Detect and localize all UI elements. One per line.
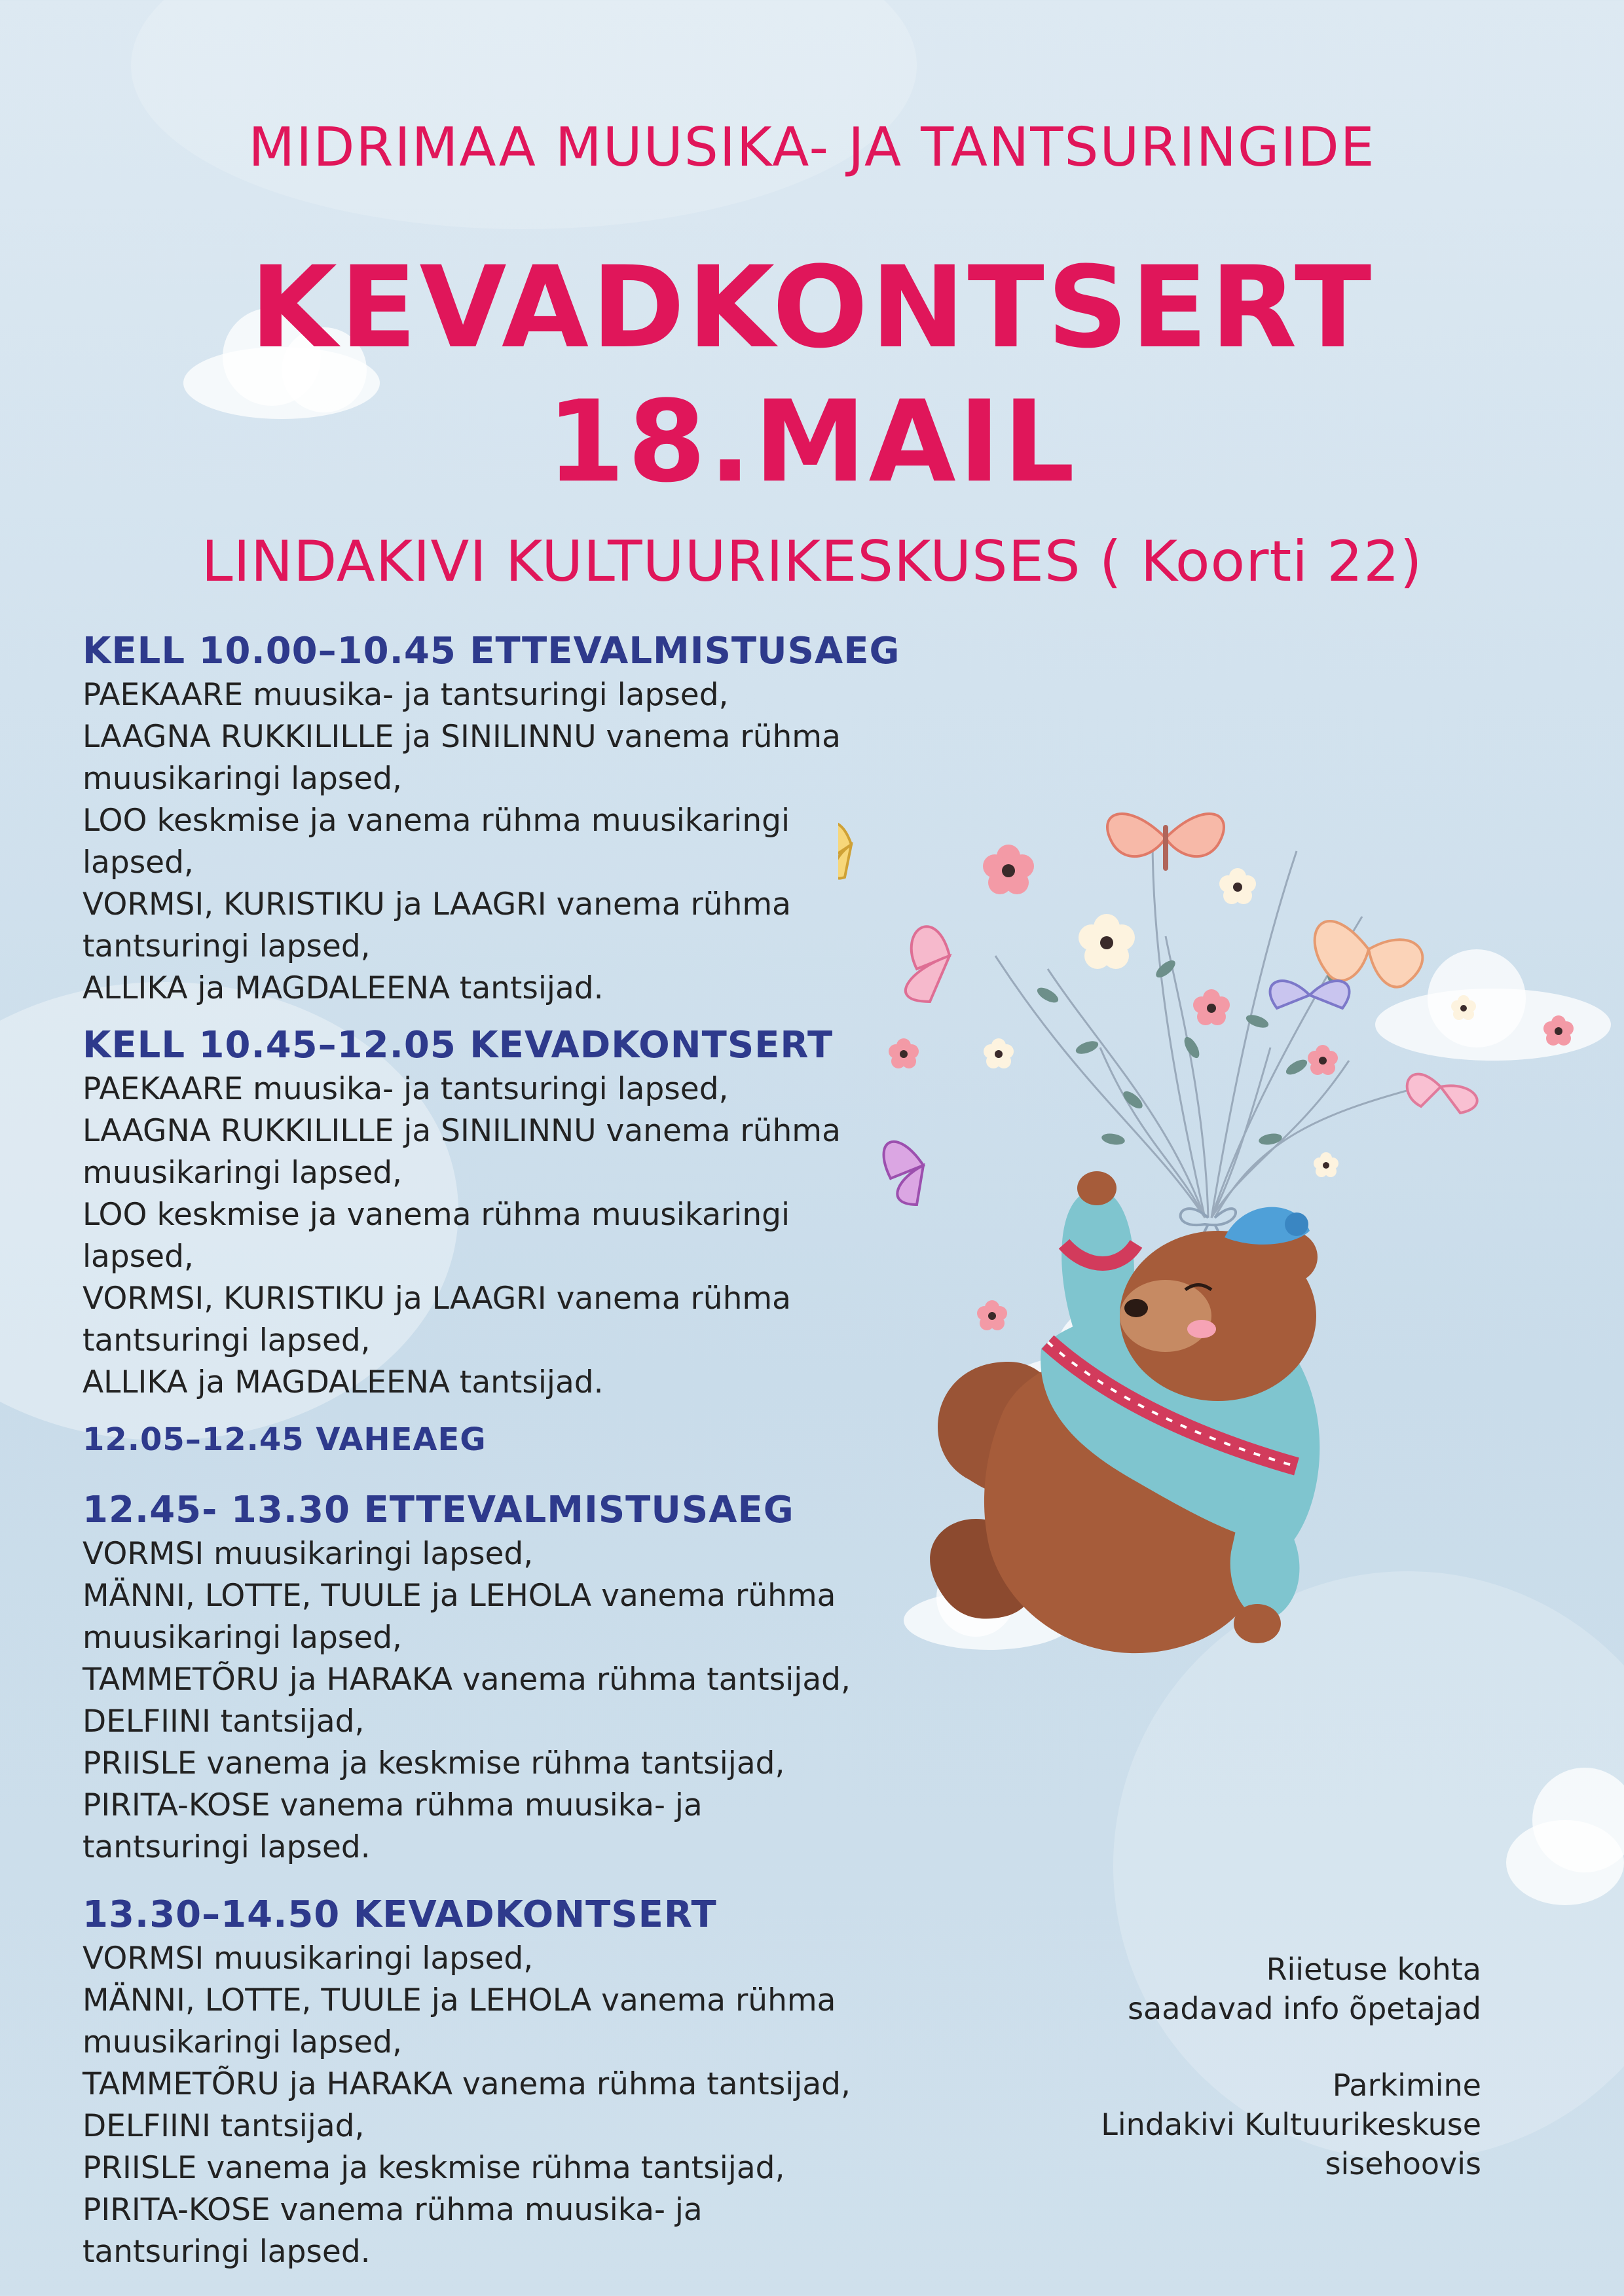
- butterfly-icon: [1270, 981, 1350, 1008]
- section-heading: 12.05–12.45 VAHEAEG: [83, 1421, 487, 1458]
- bear-illustration: [838, 773, 1585, 1820]
- section-lines: [83, 674, 934, 1010]
- butterfly-icon: [838, 823, 851, 879]
- participant-line: tantsuringi lapsed.: [83, 2234, 371, 2270]
- participant-line: MÄNNI, LOTTE, TUULE ja LEHOLA vanema rühma: [83, 1578, 836, 1614]
- schedule-section: [83, 1417, 934, 1463]
- info-line: Lindakivi Kultuurikeskuse: [1101, 2107, 1481, 2142]
- butterfly-icon: [1407, 1074, 1477, 1113]
- schedule-section: [83, 1487, 934, 1868]
- participant-line: TAMMETÕRU ja HARAKA vanema rühma tantsijad,: [83, 1662, 851, 1698]
- participant-line: TAMMETÕRU ja HARAKA vanema rühma tantsijad,: [83, 2066, 851, 2102]
- info-line: Riietuse kohta: [1266, 1952, 1481, 1987]
- schedule-section: [83, 629, 934, 1010]
- participant-line: muusikaringi lapsed,: [83, 761, 402, 797]
- event-title: KEVADKONTSERT: [249, 242, 1375, 373]
- section-lines: [83, 1938, 934, 2273]
- butterfly-icon: [884, 1142, 923, 1205]
- parking-info: [1101, 2066, 1481, 2183]
- participant-line: LAAGNA RUKKILILLE ja SINILINNU vanema rühma: [83, 719, 841, 755]
- participant-line: muusikaringi lapsed,: [83, 2024, 402, 2060]
- leaves: [1035, 957, 1347, 1146]
- bear-icon: [930, 1171, 1320, 1653]
- participant-line: tantsuringi lapsed,: [83, 928, 371, 964]
- butterfly-icon: [1107, 814, 1224, 871]
- section-lines: [83, 1068, 934, 1404]
- participant-line: ALLIKA ja MAGDALEENA tantsijad.: [83, 1364, 604, 1400]
- participant-line: PRIISLE vanema ja keskmise rühma tantsijad,: [83, 2150, 785, 2186]
- schedule-section: [83, 1023, 934, 1404]
- participant-line: tantsuringi lapsed.: [83, 1829, 371, 1865]
- participant-line: PIRITA-KOSE vanema rühma muusika- ja: [83, 1787, 703, 1823]
- participant-line: DELFIINI tantsijad,: [83, 2108, 365, 2144]
- section-heading: KELL 10.45–12.05 KEVADKONTSERT: [83, 1024, 834, 1066]
- participant-line: VORMSI, KURISTIKU ja LAAGRI vanema rühma: [83, 1281, 791, 1317]
- participant-line: PAEKAARE muusika- ja tantsuringi lapsed,: [83, 1071, 729, 1107]
- clothing-info: [1128, 1950, 1481, 2028]
- participant-line: LAAGNA RUKKILILLE ja SINILINNU vanema rühma: [83, 1113, 841, 1149]
- schedule-section: [83, 1892, 934, 2273]
- section-heading: 12.45- 13.30 ETTEVALMISTUSAEG: [83, 1489, 794, 1531]
- participant-line: LOO keskmise ja vanema rühma muusikaringi: [83, 1197, 790, 1233]
- balloon-strings: [995, 838, 1421, 1218]
- butterfly-icon: [906, 926, 950, 1002]
- participant-line: PAEKAARE muusika- ja tantsuringi lapsed,: [83, 677, 729, 713]
- background-blob: [131, 0, 917, 229]
- participant-line: DELFIINI tantsijad,: [83, 1704, 365, 1740]
- participant-line: lapsed,: [83, 845, 194, 881]
- participant-line: PIRITA-KOSE vanema rühma muusika- ja: [83, 2192, 703, 2228]
- participant-line: MÄNNI, LOTTE, TUULE ja LEHOLA vanema rühma: [83, 1982, 836, 2018]
- participant-line: VORMSI muusikaringi lapsed,: [83, 1536, 534, 1572]
- participant-line: muusikaringi lapsed,: [83, 1620, 402, 1656]
- butterfly-icon: [1315, 921, 1423, 987]
- section-lines: [83, 1533, 934, 1868]
- section-heading: KELL 10.00–10.45 ETTEVALMISTUSAEG: [83, 630, 900, 672]
- participant-line: tantsuringi lapsed,: [83, 1322, 371, 1358]
- info-line: sisehoovis: [1325, 2146, 1481, 2181]
- participant-line: muusikaringi lapsed,: [83, 1155, 402, 1191]
- participant-line: lapsed,: [83, 1239, 194, 1275]
- participant-line: LOO keskmise ja vanema rühma muusikaringi: [83, 803, 790, 839]
- participant-line: VORMSI, KURISTIKU ja LAAGRI vanema rühma: [83, 886, 791, 922]
- info-line: saadavad info õpetajad: [1128, 1991, 1481, 2026]
- participant-line: PRIISLE vanema ja keskmise rühma tantsijad,: [83, 1745, 785, 1781]
- section-heading: 13.30–14.50 KEVADKONTSERT: [83, 1893, 717, 1936]
- event-date: 18.MAIL: [546, 376, 1078, 507]
- event-organizer-heading: MIDRIMAA MUUSIKA- JA TANTSURINGIDE: [248, 117, 1376, 179]
- participant-line: ALLIKA ja MAGDALEENA tantsijad.: [83, 970, 604, 1006]
- event-venue: LINDAKIVI KULTUURIKESKUSES ( Koorti 22): [201, 529, 1423, 594]
- participant-line: VORMSI muusikaringi lapsed,: [83, 1941, 534, 1977]
- program-schedule: [83, 629, 934, 2286]
- info-line: Parkimine: [1332, 2068, 1481, 2103]
